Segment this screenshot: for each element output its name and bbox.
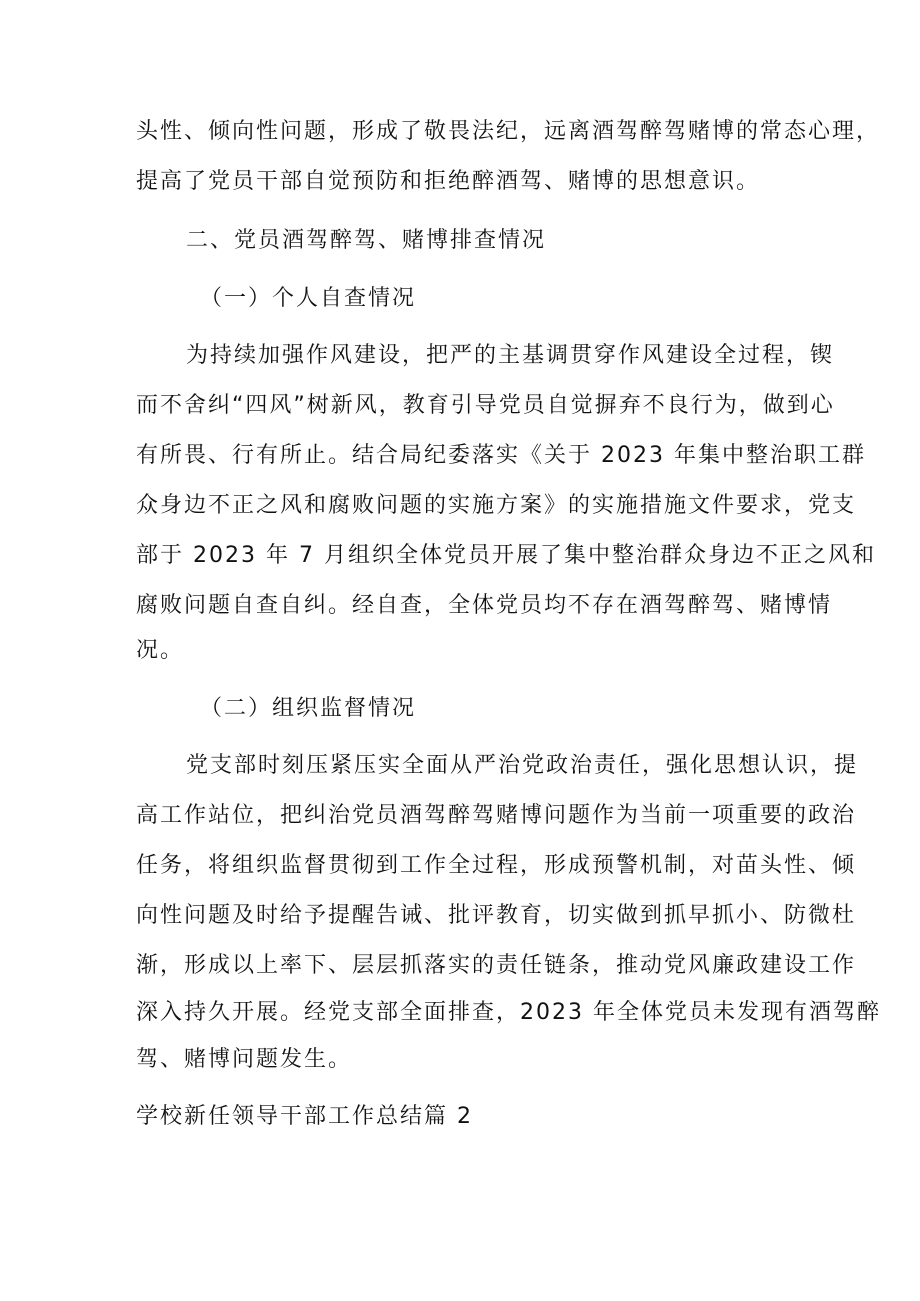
paragraph-line: 任务，将组织监督贯彻到工作全过程，形成预警机制，对苗头性、倾 [136, 853, 857, 878]
paragraph-line: 腐败问题自查自纠。经自查，全体党员均不存在酒驾醉驾、赌博情 [136, 593, 833, 618]
paragraph-line: 党支部时刻压紧压实全面从严治党政治责任，强化思想认识，提 [186, 753, 859, 778]
paragraph-line: 提高了党员干部自觉预防和拒绝醉酒驾、赌博的思想意识。 [136, 169, 761, 194]
subsection-heading: （一）个人自查情况 [200, 286, 417, 311]
paragraph-line: 况。 [136, 638, 185, 663]
paragraph-line: 高工作站位，把纠治党员酒驾醉驾赌博问题作为当前一项重要的政治 [136, 803, 857, 828]
paragraph-line: 众身边不正之风和腐败问题的实施方案》的实施措施文件要求，党支 [136, 493, 857, 518]
paragraph-line: 而不舍纠“四风”树新风，教育引导党员自觉摒弃不良行为，做到心 [136, 393, 835, 418]
paragraph-line: 有所畏、行有所止。结合局纪委落实《关于 2023 年集中整治职工群 [136, 443, 866, 468]
paragraph-line: 驾、赌博问题发生。 [136, 1047, 353, 1072]
section-heading: 二、党员酒驾醉驾、赌博排查情况 [186, 228, 547, 253]
next-article-title: 学校新任领导干部工作总结篇 2 [136, 1104, 473, 1129]
paragraph-line: 向性问题及时给予提醒告诫、批评教育，切实做到抓早抓小、防微杜 [136, 903, 857, 928]
paragraph-line: 头性、倾向性问题，形成了敬畏法纪，远离酒驾醉驾赌博的常态心理， [136, 119, 881, 144]
paragraph-line: 渐，形成以上率下、层层抓落实的责任链条，推动党风廉政建设工作 [136, 953, 857, 978]
paragraph-line: 深入持久开展。经党支部全面排查，2023 年全体党员未发现有酒驾醉 [136, 1000, 881, 1025]
paragraph-line: 为持续加强作风建设，把严的主基调贯穿作风建设全过程，锲 [186, 343, 835, 368]
subsection-heading: （二）组织监督情况 [200, 696, 417, 721]
paragraph-line: 部于 2023 年 7 月组织全体党员开展了集中整治群众身边不正之风和 [136, 543, 876, 568]
